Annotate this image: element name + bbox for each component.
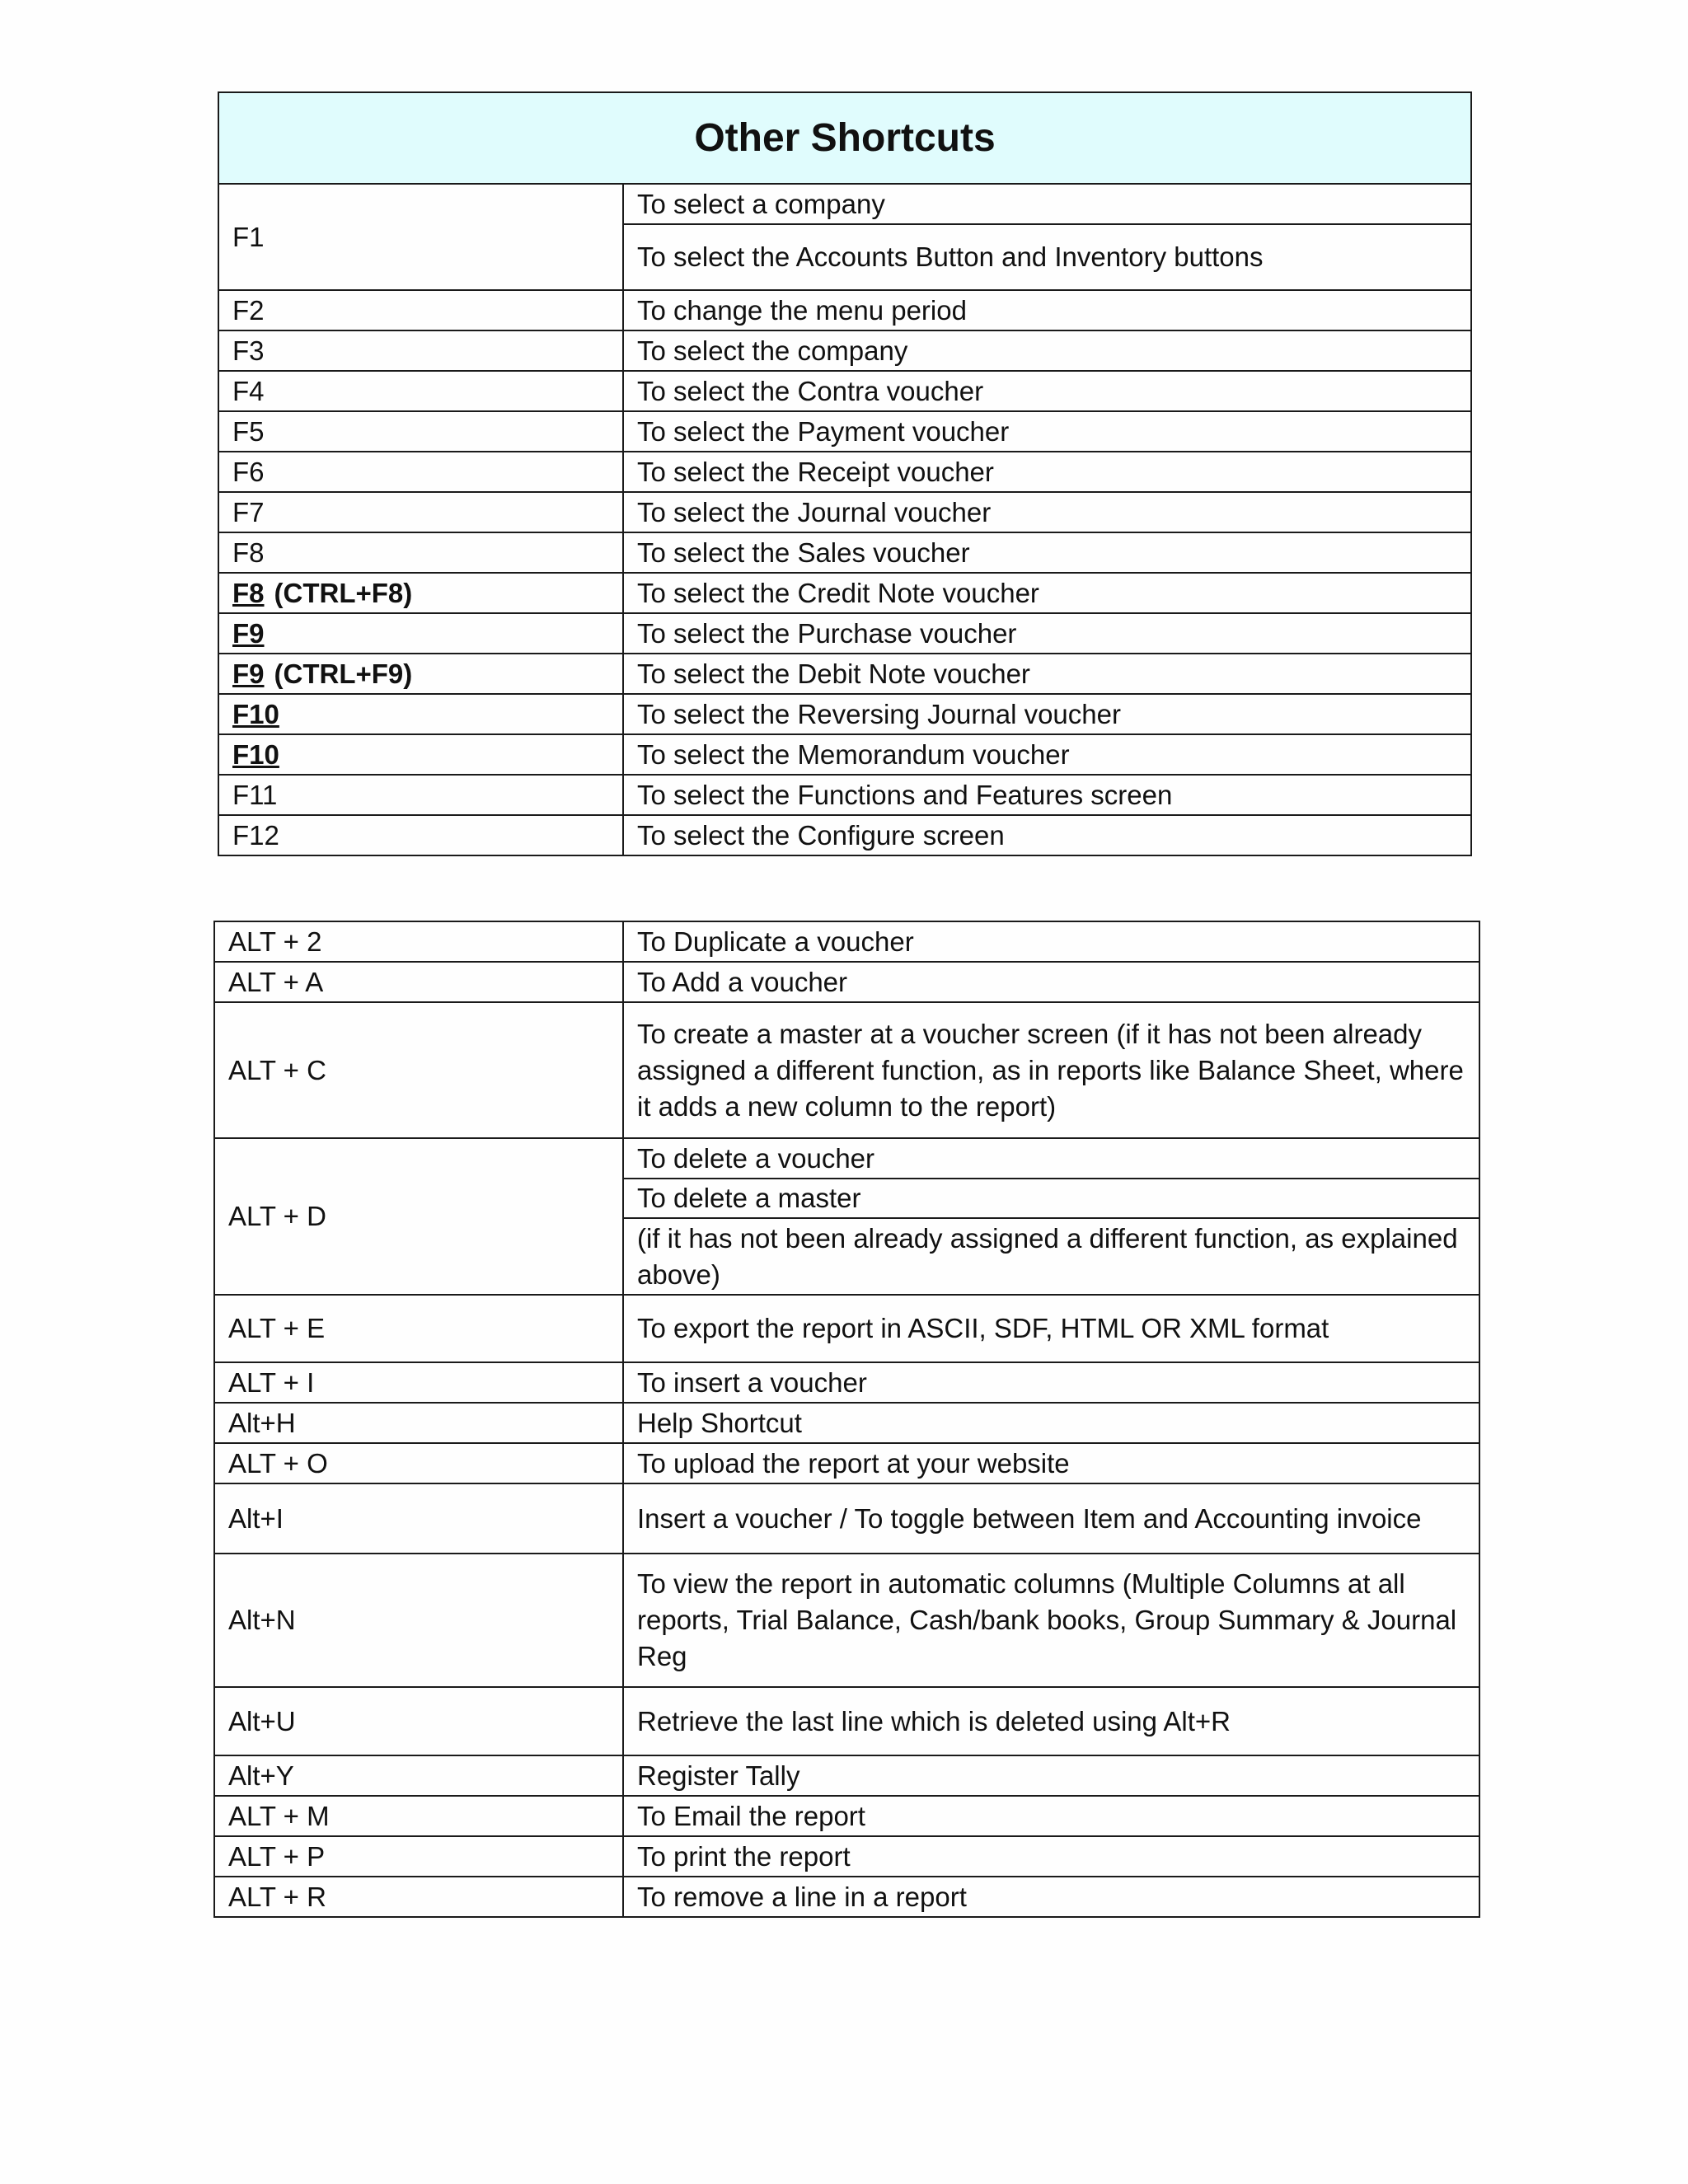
shortcut-key: F12 [218, 815, 623, 855]
shortcut-key: F3 [218, 330, 623, 371]
shortcut-description: To select the company [623, 330, 1471, 371]
shortcut-description: To Add a voucher [623, 962, 1479, 1002]
shortcut-description: To create a master at a voucher screen (if it has not been already assigned a different function, as in reports like Balance Sheet, where it adds a new column to the report) [623, 1002, 1479, 1138]
shortcut-description: To Email the report [623, 1796, 1479, 1836]
shortcut-description: To remove a line in a report [623, 1877, 1479, 1917]
table-row [214, 1002, 1479, 1138]
table-row [214, 1836, 1479, 1877]
shortcut-description: To select the Contra voucher [623, 371, 1471, 411]
shortcut-description: To select the Configure screen [623, 815, 1471, 855]
table-row [214, 1138, 1479, 1179]
table-row [214, 921, 1479, 962]
shortcut-key: F2 [218, 290, 623, 330]
shortcut-description: To select the Journal voucher [623, 492, 1471, 532]
shortcut-key: F9 (CTRL+F9) [218, 654, 623, 694]
table-row [218, 775, 1471, 815]
shortcut-description: To change the menu period [623, 290, 1471, 330]
table-title-row [218, 92, 1471, 184]
shortcut-key: F6 [218, 452, 623, 492]
shortcut-key: ALT + O [214, 1443, 623, 1483]
shortcut-description: To export the report in ASCII, SDF, HTML OR XML format [623, 1295, 1479, 1362]
shortcut-key: ALT + E [214, 1295, 623, 1362]
table-row [214, 1554, 1479, 1687]
table-row [218, 184, 1471, 224]
shortcut-key: F9 [218, 613, 623, 654]
alt-keys-table [213, 921, 1480, 1918]
table-row [218, 532, 1471, 573]
shortcut-key: ALT + D [214, 1138, 623, 1295]
shortcut-key: ALT + R [214, 1877, 623, 1917]
shortcut-key: Alt+U [214, 1687, 623, 1755]
shortcut-description: To select the Functions and Features screen [623, 775, 1471, 815]
shortcut-description: To select the Credit Note voucher [623, 573, 1471, 613]
function-keys-table [218, 91, 1472, 856]
table-row [218, 330, 1471, 371]
table-row [218, 492, 1471, 532]
table-row [218, 573, 1471, 613]
shortcut-key: Alt+Y [214, 1755, 623, 1796]
shortcut-key: Alt+N [214, 1554, 623, 1687]
shortcut-key: F11 [218, 775, 623, 815]
shortcut-description: To delete a voucher [623, 1138, 1479, 1179]
shortcut-description: To select the Memorandum voucher [623, 734, 1471, 775]
shortcut-key: F10 [218, 694, 623, 734]
table-row [218, 452, 1471, 492]
shortcut-description: To select the Debit Note voucher [623, 654, 1471, 694]
shortcut-key: Alt+I [214, 1483, 623, 1554]
shortcut-description: Help Shortcut [623, 1403, 1479, 1443]
table-row [214, 1443, 1479, 1483]
shortcut-description: Retrieve the last line which is deleted using Alt+R [623, 1687, 1479, 1755]
shortcut-description: To view the report in automatic columns (Multiple Columns at all reports, Trial Balance, Cash/bank books, Group Summary & Journal Reg [623, 1554, 1479, 1687]
table-row [214, 1687, 1479, 1755]
shortcut-description: To select the Payment voucher [623, 411, 1471, 452]
table-row [214, 1403, 1479, 1443]
table-row [214, 962, 1479, 1002]
table-row [218, 613, 1471, 654]
shortcut-description: To upload the report at your website [623, 1443, 1479, 1483]
table-row [218, 815, 1471, 855]
table-row [218, 411, 1471, 452]
shortcut-description: To select the Accounts Button and Inventory buttons [623, 224, 1471, 290]
shortcut-description: To select the Reversing Journal voucher [623, 694, 1471, 734]
table-row [214, 1295, 1479, 1362]
shortcut-description: To Duplicate a voucher [623, 921, 1479, 962]
shortcut-description: To select the Sales voucher [623, 532, 1471, 573]
table-row [214, 1755, 1479, 1796]
shortcut-description: To delete a master [623, 1179, 1479, 1218]
shortcut-key: ALT + P [214, 1836, 623, 1877]
table-row [214, 1877, 1479, 1917]
shortcut-key: F1 [218, 184, 623, 290]
shortcut-description: (if it has not been already assigned a different function, as explained above) [623, 1218, 1479, 1295]
shortcut-key: F7 [218, 492, 623, 532]
table-row [218, 694, 1471, 734]
table-row [218, 371, 1471, 411]
shortcut-key: F5 [218, 411, 623, 452]
table-row [218, 654, 1471, 694]
shortcut-key: ALT + 2 [214, 921, 623, 962]
table-row [214, 1483, 1479, 1554]
shortcut-description: To insert a voucher [623, 1362, 1479, 1403]
shortcut-description: Insert a voucher / To toggle between Item and Accounting invoice [623, 1483, 1479, 1554]
shortcut-description: To select a company [623, 184, 1471, 224]
shortcut-key: F10 [218, 734, 623, 775]
shortcut-description: To select the Receipt voucher [623, 452, 1471, 492]
shortcut-key: F8 (CTRL+F8) [218, 573, 623, 613]
shortcut-key: Alt+H [214, 1403, 623, 1443]
shortcut-key: ALT + I [214, 1362, 623, 1403]
shortcut-key: F8 [218, 532, 623, 573]
shortcut-key: ALT + M [214, 1796, 623, 1836]
table-row [218, 734, 1471, 775]
shortcut-description: Register Tally [623, 1755, 1479, 1796]
table-row [214, 1796, 1479, 1836]
page-title: Other Shortcuts [218, 92, 1471, 184]
shortcut-description: To print the report [623, 1836, 1479, 1877]
table-row [214, 1362, 1479, 1403]
shortcut-key: F4 [218, 371, 623, 411]
shortcut-key: ALT + C [214, 1002, 623, 1138]
shortcut-description: To select the Purchase voucher [623, 613, 1471, 654]
shortcut-key: ALT + A [214, 962, 623, 1002]
table-row [218, 290, 1471, 330]
